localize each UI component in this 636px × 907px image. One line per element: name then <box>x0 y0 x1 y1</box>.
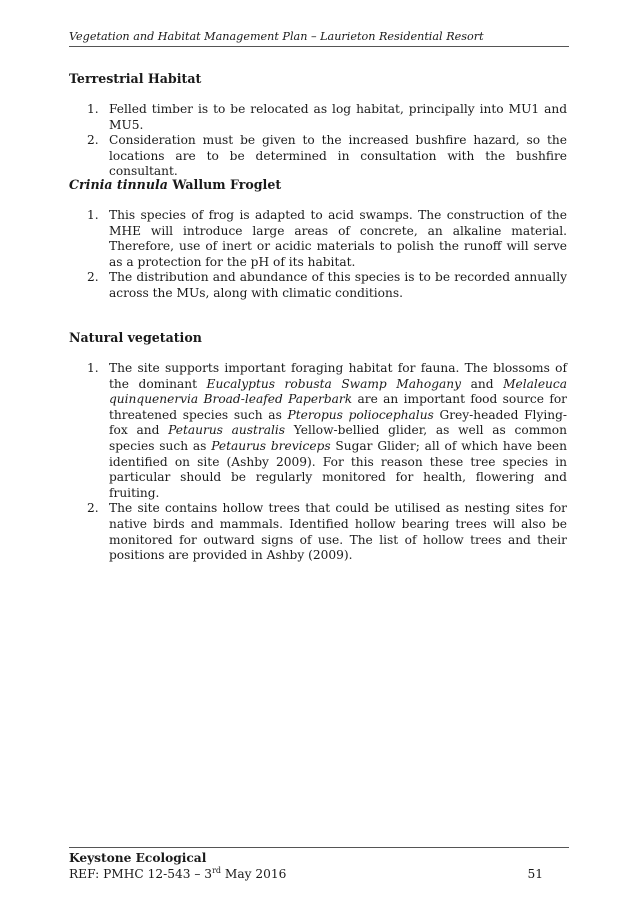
list-item <box>69 270 567 301</box>
section-heading <box>69 177 567 193</box>
list-number: 2. <box>87 501 99 516</box>
section-wallum-froglet <box>69 177 567 302</box>
list-item-text: Consideration must be given to the increased bushfire hazard, so the locations are to be determined in consultation with the bushfire consultant. <box>109 133 567 179</box>
section-heading: Natural vegetation <box>69 330 202 345</box>
footer-reference: REF: PMHC 12-543 – 3rd May 2016 <box>69 865 287 881</box>
list-item-text: The site supports important foraging habitat for fauna. The blossoms of the dominant Eucalyptus robusta Swamp Mahogany and Melaleuca quinquenervia Broad-leafed Paperbark are an important food source for threatened species such as Pteropus poliocephalus Grey-headed Flying-fox and Petaurus australis Yellow-bellied glider, as well as common species such as Petaurus breviceps Sugar Glider; all of which have been identified on site (Ashby 2009). For this reason these tree species in particular should be regularly monitored for health, flowering and fruiting. <box>109 361 568 500</box>
list-item <box>69 501 567 563</box>
list-number: 1. <box>87 361 99 375</box>
page-footer <box>69 847 569 882</box>
list-number: 2. <box>87 270 99 285</box>
common-name: Wallum Froglet <box>167 177 282 192</box>
list-item <box>69 133 567 180</box>
list-item-text: The site contains hollow trees that could be utilised as nesting sites for native birds and mammals. Identified hollow bearing trees will also be monitored for outward signs of use. The list of hollow trees and their positions are provided in Ashby (2009). <box>109 501 567 563</box>
species-name: Eucalyptus robusta Swamp Mahogany <box>206 376 462 391</box>
page-number: 51 <box>527 866 543 881</box>
numbered-list <box>69 102 567 180</box>
section-terrestrial-habitat <box>69 71 567 180</box>
species-name: Petaurus breviceps <box>211 438 331 453</box>
running-header: Vegetation and Habitat Management Plan – Laurieton Residential Resort <box>69 30 569 47</box>
section-heading: Terrestrial Habitat <box>69 71 202 86</box>
species-name: Melaleuca quinquenervia Broad-leafed Paperbark <box>109 376 567 407</box>
list-number: 1. <box>87 102 99 116</box>
list-item-text: The distribution and abundance of this species is to be recorded annually across the MUs, along with climatic conditions. <box>109 270 567 300</box>
numbered-list <box>69 208 567 302</box>
list-item-text: Felled timber is to be relocated as log habitat, principally into MU1 and MU5. <box>109 102 567 132</box>
list-item <box>69 208 567 270</box>
species-name: Crinia tinnula <box>69 177 168 192</box>
section-natural-vegetation <box>69 330 567 564</box>
list-number: 1. <box>87 208 99 222</box>
footer-reference-line <box>69 867 569 883</box>
species-name: Petaurus australis <box>168 423 286 438</box>
footer-organisation: Keystone Ecological <box>69 851 207 865</box>
list-item <box>69 102 567 133</box>
numbered-list <box>69 361 567 564</box>
list-item <box>69 361 567 501</box>
species-name: Pteropus poliocephalus <box>287 407 434 422</box>
list-number: 2. <box>87 133 99 148</box>
list-item-text: This species of frog is adapted to acid swamps. The construction of the MHE will introduce large areas of concrete, an alkaline material. Therefore, use of inert or acidic materials to polish the runoff will serve as a protection for the pH of its habitat. <box>109 208 567 269</box>
